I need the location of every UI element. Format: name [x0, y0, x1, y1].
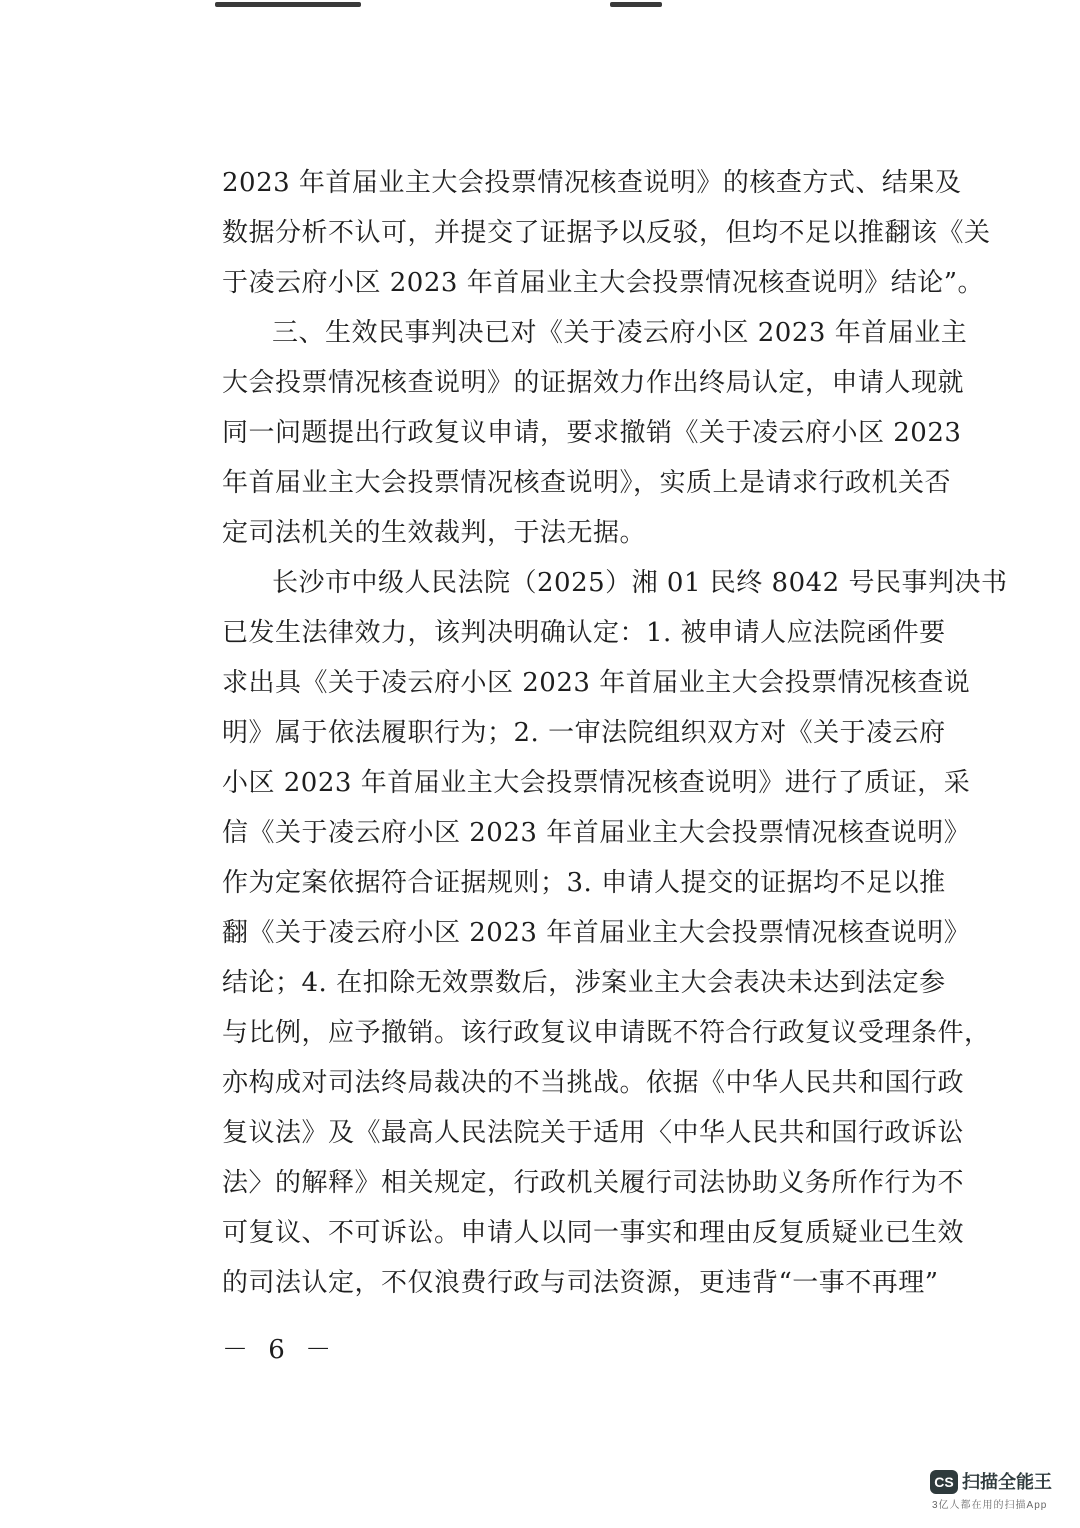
text-line: 作为定案依据符合证据规则；3. 申请人提交的证据均不足以推 [222, 868, 946, 898]
text-line: 小区 2023 年首届业主大会投票情况核查说明》进行了质证，采 [222, 768, 971, 798]
scanner-watermark [930, 1466, 1070, 1516]
text-line: 大会投票情况核查说明》的证据效力作出终局认定，申请人现就 [222, 368, 965, 398]
text-line: 法〉的解释》相关规定，行政机关履行司法协助义务所作行为不 [222, 1168, 965, 1198]
text-line: 翻《关于凌云府小区 2023 年首届业主大会投票情况核查说明》 [222, 918, 971, 948]
text-line: 信《关于凌云府小区 2023 年首届业主大会投票情况核查说明》 [222, 818, 971, 848]
text-line: 长沙市中级人民法院（2025）湘 01 民终 8042 号民事判决书 [272, 568, 1008, 598]
text-line: 年首届业主大会投票情况核查说明》，实质上是请求行政机关否 [222, 468, 952, 498]
text-line: 可复议、不可诉讼。申请人以同一事实和理由反复质疑业已生效 [222, 1218, 965, 1248]
scan-edge-mark [215, 2, 361, 7]
text-line: 明》属于依法履职行为；2. 一审法院组织双方对《关于凌云府 [222, 718, 946, 748]
scan-edge-mark [610, 2, 662, 7]
text-line: 定司法机关的生效裁判，于法无据。 [222, 518, 647, 548]
watermark-app-name: 扫描全能王 [962, 1472, 1052, 1492]
page-number: － 6 － [222, 1335, 338, 1365]
text-line: 的司法认定，不仅浪费行政与司法资源，更违背“一事不再理” [222, 1268, 939, 1298]
text-line: 亦构成对司法终局裁决的不当挑战。依据《中华人民共和国行政 [222, 1068, 965, 1098]
text-line: 同一问题提出行政复议申请，要求撤销《关于凌云府小区 2023 [222, 418, 962, 448]
text-line: 求出具《关于凌云府小区 2023 年首届业主大会投票情况核查说 [222, 668, 971, 698]
text-line: 2023 年首届业主大会投票情况核查说明》的核查方式、结果及 [222, 168, 962, 198]
watermark-tagline: 3亿人都在用的扫描App [932, 1500, 1048, 1511]
text-line: 与比例，应予撤销。该行政复议申请既不符合行政复议受理条件， [222, 1018, 991, 1048]
text-line: 三、生效民事判决已对《关于凌云府小区 2023 年首届业主 [272, 318, 968, 348]
text-line: 于凌云府小区 2023 年首届业主大会投票情况核查说明》结论”。 [222, 268, 984, 298]
text-line: 结论；4. 在扣除无效票数后，涉案业主大会表决未达到法定参 [222, 968, 946, 998]
camscanner-logo-icon: CS [930, 1470, 958, 1494]
text-line: 复议法》及《最高人民法院关于适用〈中华人民共和国行政诉讼 [222, 1118, 965, 1148]
text-line: 已发生法律效力，该判决明确认定：1. 被申请人应法院函件要 [222, 618, 946, 648]
text-line: 数据分析不认可，并提交了证据予以反驳，但均不足以推翻该《关 [222, 218, 991, 248]
